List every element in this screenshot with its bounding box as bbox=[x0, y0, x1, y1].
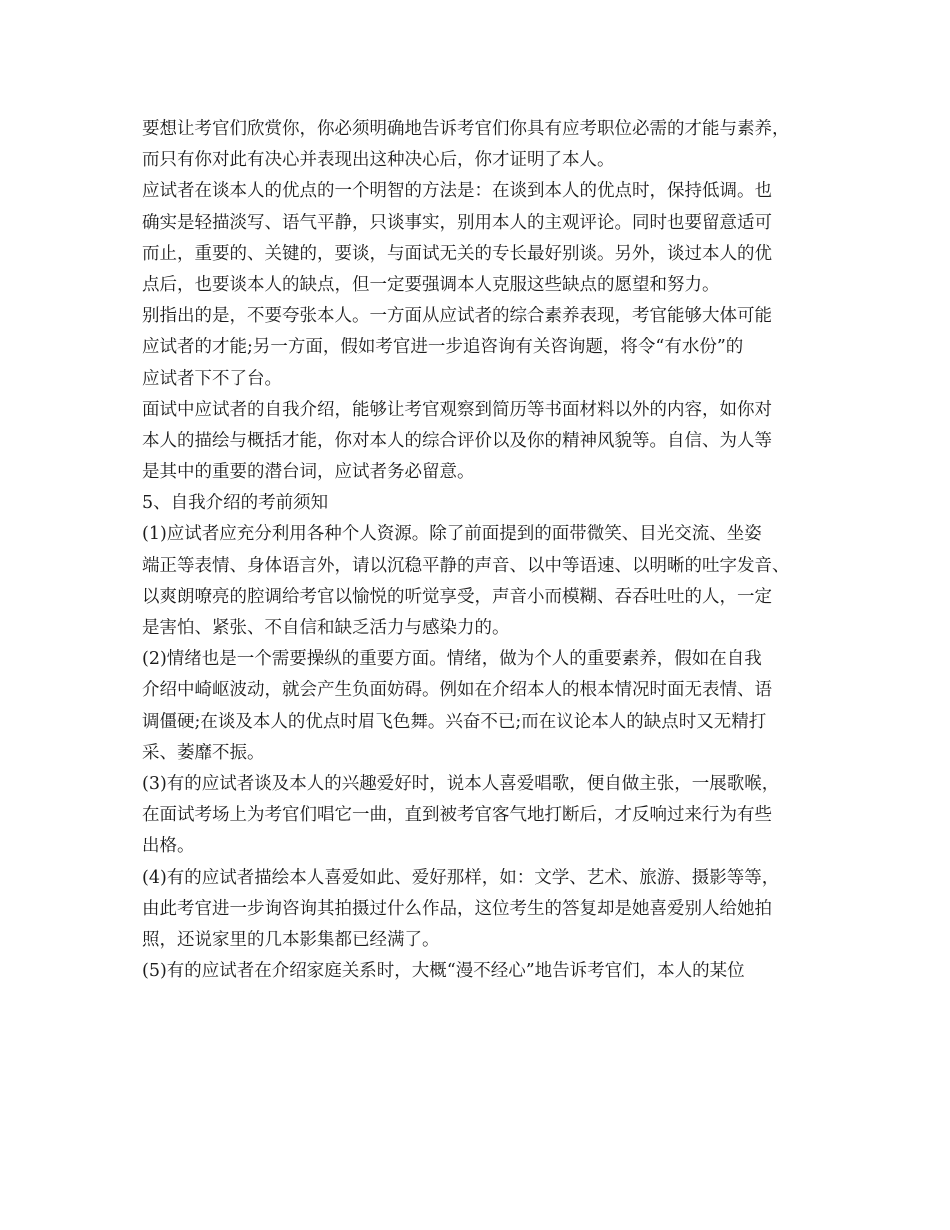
text-line: 在面试考场上为考官们唱它一曲，直到被考官客气地打断后，才反响过来行为有些 bbox=[142, 805, 772, 826]
text-line: (4)有的应试者描绘本人喜爱如此、爱好那样，如：文学、艺术、旅游、摄影等等， bbox=[142, 867, 780, 888]
text-line: (3)有的应试者谈及本人的兴趣爱好时，说本人喜爱唱歌，便自做主张，一展歌喉， bbox=[142, 773, 780, 794]
text-line: 介绍中崎岖波动，就会产生负面妨碍。例如在介绍本人的根本情况时面无表情、语 bbox=[142, 680, 772, 701]
text-line: (1)应试者应充分利用各种个人资源。除了前面提到的面带微笑、目光交流、坐姿 bbox=[142, 524, 762, 545]
text-line: 是害怕、紧张、不自信和缺乏活力与感染力的。 bbox=[142, 618, 510, 638]
text-line: 确实是轻描淡写、语气平静，只谈事实，别用本人的主观评论。同时也要留意适可 bbox=[142, 212, 772, 233]
text-line: 要想让考官们欣赏你，你必须明确地告诉考官们你具有应考职位必需的才能与素养， bbox=[142, 119, 790, 139]
text-line: 是其中的重要的潜台词，应试者务必留意。 bbox=[142, 462, 475, 483]
text-line: 由此考官进一步询咨询其拍摄过什么作品，这位考生的答复却是她喜爱别人给她拍 bbox=[142, 898, 772, 919]
text-line: (5)有的应试者在介绍家庭关系时，大概“漫不经心”地告诉考官们，本人的某位 bbox=[142, 961, 745, 982]
text-line: 应试者下不了台。 bbox=[142, 368, 282, 389]
text-line: 面试中应试者的自我介绍，能够让考官观察到简历等书面材料以外的内容，如你对 bbox=[142, 399, 772, 420]
text-line: 采、萎靡不振。 bbox=[142, 742, 265, 763]
text-line: 而止，重要的、关键的，要谈，与面试无关的专长最好别谈。另外，谈过本人的优 bbox=[142, 243, 772, 264]
text-line: 出格。 bbox=[142, 836, 195, 857]
text-line: 应试者在谈本人的优点的一个明智的方法是：在谈到本人的优点时，保持低调。也 bbox=[142, 181, 772, 202]
text-line: 点后，也要谈本人的缺点，但一定要强调本人克服这些缺点的愿望和努力。 bbox=[142, 274, 720, 295]
text-line: 而只有你对此有决心并表现出这种决心后，你才证明了本人。 bbox=[142, 150, 615, 171]
text-line: 照，还说家里的几本影集都已经满了。 bbox=[142, 929, 440, 950]
text-line: (2)情绪也是一个需要操纵的重要方面。情绪，做为个人的重要素养，假如在自我 bbox=[142, 649, 762, 670]
text-line: 端正等表情、身体语言外，请以沉稳平静的声音、以中等语速、以明晰的吐字发音、 bbox=[142, 555, 790, 576]
section-heading: 5、自我介绍的考前须知 bbox=[142, 493, 329, 514]
text-line: 应试者的才能;另一方面，假如考官进一步追咨询有关咨询题，将令“有水份”的 bbox=[142, 337, 744, 358]
text-line: 别指出的是，不要夸张本人。一方面从应试者的综合素养表现，考官能够大体可能 bbox=[142, 306, 772, 327]
text-line: 调僵硬;在谈及本人的优点时眉飞色舞。兴奋不已;而在议论本人的缺点时又无精打 bbox=[142, 711, 767, 732]
text-line: 本人的描绘与概括才能，你对本人的综合评价以及你的精神风貌等。自信、为人等 bbox=[142, 430, 772, 451]
text-line: 以爽朗嘹亮的腔调给考官以愉悦的听觉享受，声音小而模糊、吞吞吐吐的人，一定 bbox=[142, 586, 772, 607]
document-body bbox=[142, 114, 822, 987]
